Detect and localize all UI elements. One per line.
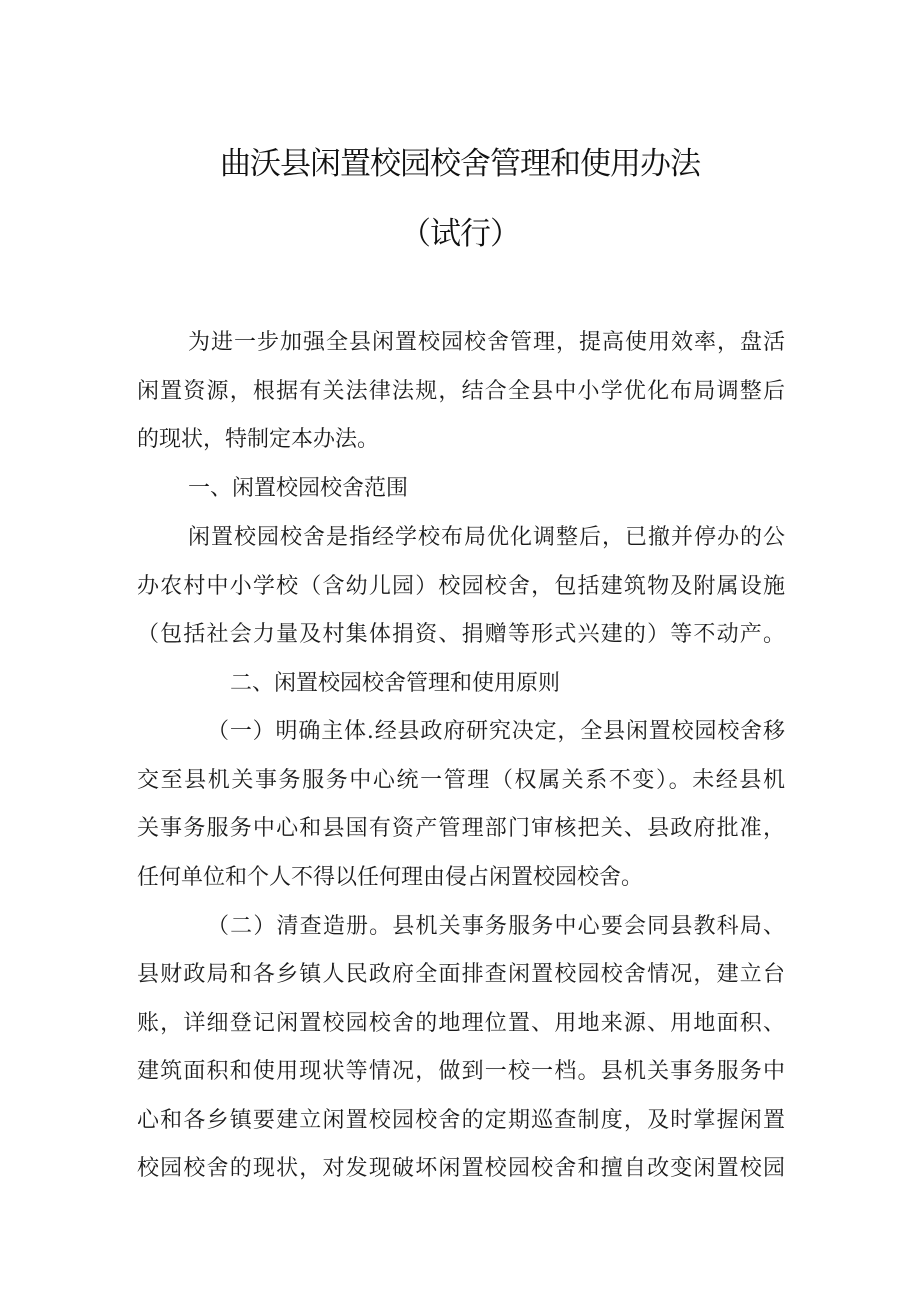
paragraph-line: 的现状，特制定本办法。 [137, 427, 380, 452]
document-title: 曲沃县闲置校园校舍管理和使用办法 [220, 146, 700, 182]
section-heading: 一、闲置校园校舍范围 [188, 476, 409, 501]
paragraph-line: 闲置校园校舍是指经学校布局优化调整后，已撤并停办的公 [188, 525, 785, 550]
document-subtitle: （试行） [400, 216, 520, 252]
paragraph-line: 交至县机关事务服务中心统一管理（权属关系不变）。未经县机 [137, 768, 785, 793]
paragraph-line: （包括社会力量及村集体捐资、捐赠等形式兴建的）等不动产。 [137, 622, 785, 647]
paragraph-line: （二）清查造册。县机关事务服务中心要会同县教科局、 [207, 914, 785, 939]
section-heading: 二、闲置校园校舍管理和使用原则 [230, 671, 561, 696]
paragraph-line: 为进一步加强全县闲置校园校舍管理，提高使用效率，盘活 [188, 330, 785, 355]
paragraph-line: 校园校舍的现状，对发现破坏闲置校园校舍和擅自改变闲置校园 [137, 1156, 785, 1181]
paragraph-line: 心和各乡镇要建立闲置校园校舍的定期巡查制度，及时掌握闲置 [137, 1108, 785, 1133]
paragraph-line: （一）明确主体.经县政府研究决定，全县闲置校园校舍移 [207, 719, 785, 744]
paragraph-line: 建筑面积和使用现状等情况，做到一校一档。县机关事务服务中 [137, 1059, 785, 1084]
paragraph-line: 办农村中小学校（含幼儿园）校园校舍，包括建筑物及附属设施 [137, 574, 785, 599]
paragraph-line: 账，详细登记闲置校园校舍的地理位置、用地来源、用地面积、 [137, 1011, 785, 1036]
paragraph-line: 闲置资源，根据有关法律法规，结合全县中小学优化布局调整后 [137, 379, 785, 404]
paragraph-line: 关事务服务中心和县国有资产管理部门审核把关、县政府批准， [137, 816, 785, 841]
paragraph-line: 任何单位和个人不得以任何理由侵占闲置校园校舍。 [137, 865, 644, 890]
paragraph-line: 县财政局和各乡镇人民政府全面排查闲置校园校舍情况，建立台 [137, 962, 785, 987]
